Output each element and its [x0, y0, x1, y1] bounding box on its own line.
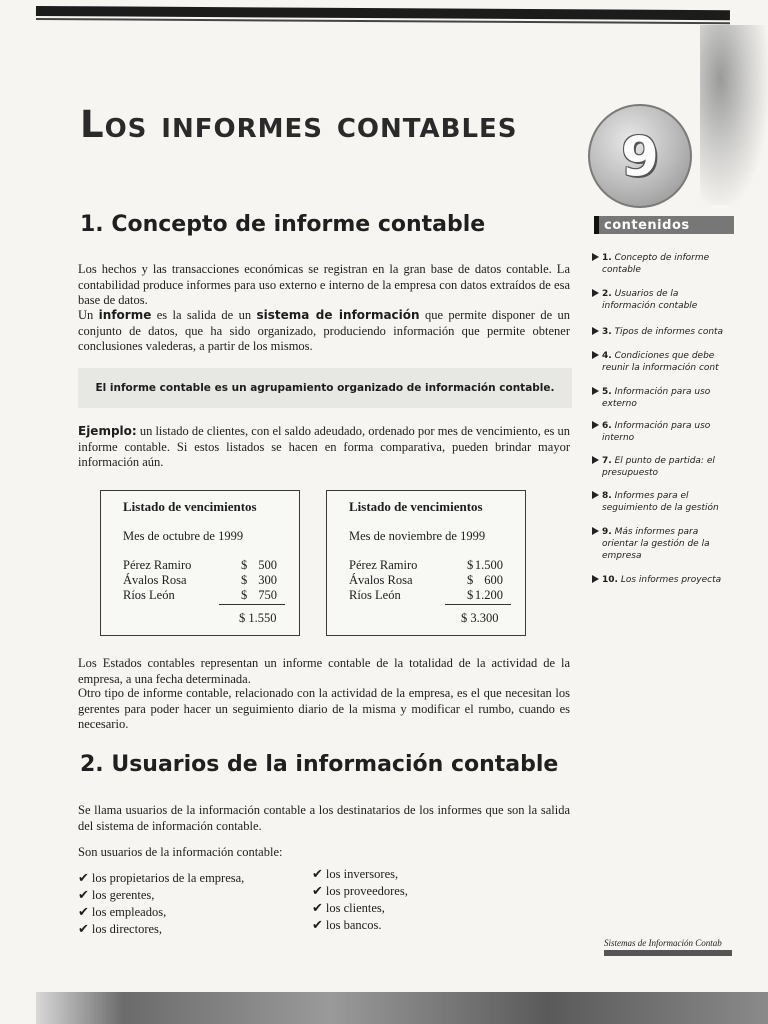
toc-item[interactable]: 10. Los informes proyecta	[592, 574, 732, 586]
users-list-left	[78, 870, 244, 938]
check-icon: ✔	[78, 888, 89, 903]
section-1-paragraph-3: Los Estados contables representan un informe contable de la totalidad de la actividad de la empresa, a una fecha determinada.	[78, 656, 570, 686]
chapter-number: 9	[621, 124, 659, 188]
example-paragraph: Ejemplo: un listado de clientes, con el saldo adeudado, ordenado por mes de vencimiento, es un informe contable. Si estos listados se hacen en forma comparativa, pueden brindar mayor información aún.	[78, 424, 570, 469]
toc-item[interactable]: 8. Informes para el seguimiento de la gestión	[592, 490, 732, 514]
listing-october	[100, 490, 300, 636]
check-icon: ✔	[78, 905, 89, 920]
toc-item[interactable]: 5. Información para uso externo	[592, 386, 732, 410]
table-row: Ávalos Rosa $ 600	[349, 573, 503, 587]
toc-item[interactable]: 7. El punto de partida: el presupuesto	[592, 455, 732, 479]
section-1-heading: 1. Concepto de informe contable	[80, 212, 486, 237]
example-label: Ejemplo:	[78, 424, 137, 438]
list-item: ✔ los propietarios de la empresa,	[78, 871, 245, 886]
table-row: Ríos León $ 750	[123, 588, 277, 602]
list-item: ✔ los clientes,	[312, 901, 385, 916]
section-1-paragraph-1: Los hechos y las transacciones económicas se registran en la gran base de datos contable. La contabilidad produce informes para uso externo e interno de la empresa con datos extraídos de esa base de datos.	[78, 262, 570, 307]
check-icon: ✔	[312, 918, 323, 933]
listing-total: $ 3.300	[461, 611, 499, 625]
table-row: Pérez Ramiro $ 500	[123, 558, 277, 572]
check-icon: ✔	[78, 922, 89, 937]
listing-month: Mes de octubre de 1999	[123, 529, 244, 543]
listing-total: $ 1.550	[239, 611, 277, 625]
section-2-paragraph-1: Se llama usuarios de la información contable a los destinatarios de los informes que son la salida del sistema de información contable.	[78, 803, 570, 833]
section-2-heading: 2. Usuarios de la información contable	[80, 752, 559, 777]
check-icon: ✔	[312, 867, 323, 882]
section-1-paragraph-2: Un informe es la salida de un sistema de información que permite disponer de un conjunto de datos, que ha sido organizado, produciendo información que permite obtener conclusiones valederas, a partir de los mismos.	[78, 308, 571, 353]
scan-shadow-bottom	[36, 992, 768, 1024]
toc-item[interactable]: 6. Información para uso interno	[592, 420, 732, 444]
sum-line	[445, 604, 511, 605]
list-item: ✔ los proveedores,	[312, 884, 408, 899]
toc-item[interactable]: 1. Concepto de informe contable	[592, 252, 732, 276]
contents-heading: contenidos	[594, 216, 734, 234]
chapter-title: Los informes contables	[80, 103, 518, 146]
listing-november	[326, 490, 526, 636]
chapter-number-badge	[588, 104, 692, 208]
list-item: ✔ los empleados,	[78, 905, 167, 920]
definition-callout	[78, 368, 572, 408]
section-2-paragraph-2: Son usuarios de la información contable:	[78, 845, 283, 859]
listing-title: Listado de vencimientos	[123, 499, 257, 514]
list-item: ✔ los gerentes,	[78, 888, 155, 903]
check-icon: ✔	[78, 871, 89, 886]
sum-line	[219, 604, 285, 605]
toc-item[interactable]: 9. Más informes para orientar la gestión de la empresa	[592, 526, 732, 562]
check-icon: ✔	[312, 901, 323, 916]
table-row: Ríos León $ 1.200	[349, 588, 503, 602]
list-item: ✔ los bancos.	[312, 918, 382, 933]
scan-shadow-right	[700, 25, 768, 205]
list-item: ✔ los inversores,	[312, 867, 399, 882]
users-list-right	[312, 866, 408, 934]
table-row: Ávalos Rosa $ 300	[123, 573, 277, 587]
footer-book-title: Sistemas de Información Contab	[604, 938, 722, 948]
listing-title: Listado de vencimientos	[349, 499, 483, 514]
list-item: ✔ los directores,	[78, 922, 163, 937]
toc-item[interactable]: 3. Tipos de informes conta	[592, 326, 732, 338]
check-icon: ✔	[312, 884, 323, 899]
listing-month: Mes de noviembre de 1999	[349, 529, 486, 543]
toc-item[interactable]: 4. Condiciones que debe reunir la información cont	[592, 350, 732, 374]
footer-bar	[604, 950, 732, 956]
section-1-paragraph-4: Otro tipo de informe contable, relacionado con la actividad de la empresa, es el que necesitan los gerentes para poder hacer un seguimiento diario de la misma y modificar el rumbo, cuando es necesario.	[78, 686, 570, 731]
definition-text: El informe contable es un agrupamiento organizado de información contable.	[95, 382, 555, 394]
table-row: Pérez Ramiro $ 1.500	[349, 558, 503, 572]
toc-item[interactable]: 2. Usuarios de la información contable	[592, 288, 732, 312]
